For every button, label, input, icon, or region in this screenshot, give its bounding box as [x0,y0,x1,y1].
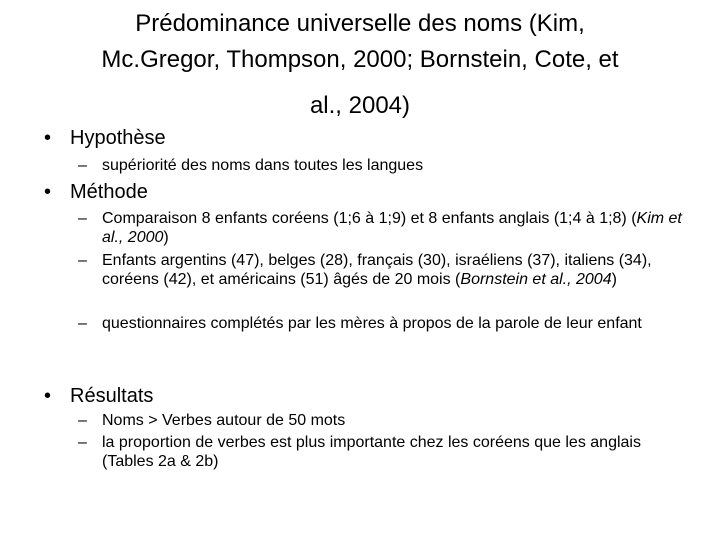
list-item-text [102,252,688,289]
section-heading-hypothese: Hypothèse [70,127,166,149]
citation-close: ) [611,270,617,288]
list-item-resultats-1 [78,412,688,431]
list-item-main-text: Enfants argentins (47), belges (28), français (30), israéliens (37), italiens (34), coréens (42), et américains (51) âgés de 20 mois ( [102,252,652,288]
citation: Kim et al., 2000 [102,210,682,246]
list-item-text: la proportion de verbes est plus importante chez les coréens que les anglais (Tables 2a & 2b) [102,434,641,470]
slide-title-line-2: Mc.Gregor, Thompson, 2000; Bornstein, Cote, et [101,46,619,73]
section-heading-methode: Méthode [70,181,148,203]
dash-icon: – [78,315,87,332]
list-item-methode-2 [78,252,688,289]
list-item-hypothese-1 [78,157,688,176]
section-heading-resultats: Résultats [70,385,154,407]
list-item-main-text: Comparaison 8 enfants coréens (1;6 à 1;9) et 8 enfants anglais (1;4 à 1;8) ( [102,210,637,227]
bullet-icon: • [44,181,52,203]
dash-icon: – [78,252,87,269]
list-item-methode-1 [78,210,688,247]
dash-icon: – [78,157,87,174]
list-item-text: supériorité des noms dans toutes les langues [102,157,424,174]
citation-close: ) [163,228,169,246]
list-item-resultats-2 [78,434,688,471]
bullet-icon: • [44,385,52,407]
list-item-methode-3 [78,315,688,334]
list-item-text: questionnaires complétés par les mères à propos de la parole de leur enfant [102,315,642,332]
dash-icon: – [78,434,87,451]
slide-title-line-1: Prédominance universelle des noms (Kim, [135,10,585,37]
bullet-icon: • [44,127,52,149]
list-item-text: Noms > Verbes autour de 50 mots [102,412,346,429]
slide-title-line-3: al., 2004) [309,92,411,119]
citation: Bornstein et al., 2004 [460,270,612,288]
dash-icon: – [78,210,87,227]
dash-icon: – [78,412,87,429]
list-item-text [102,210,688,247]
